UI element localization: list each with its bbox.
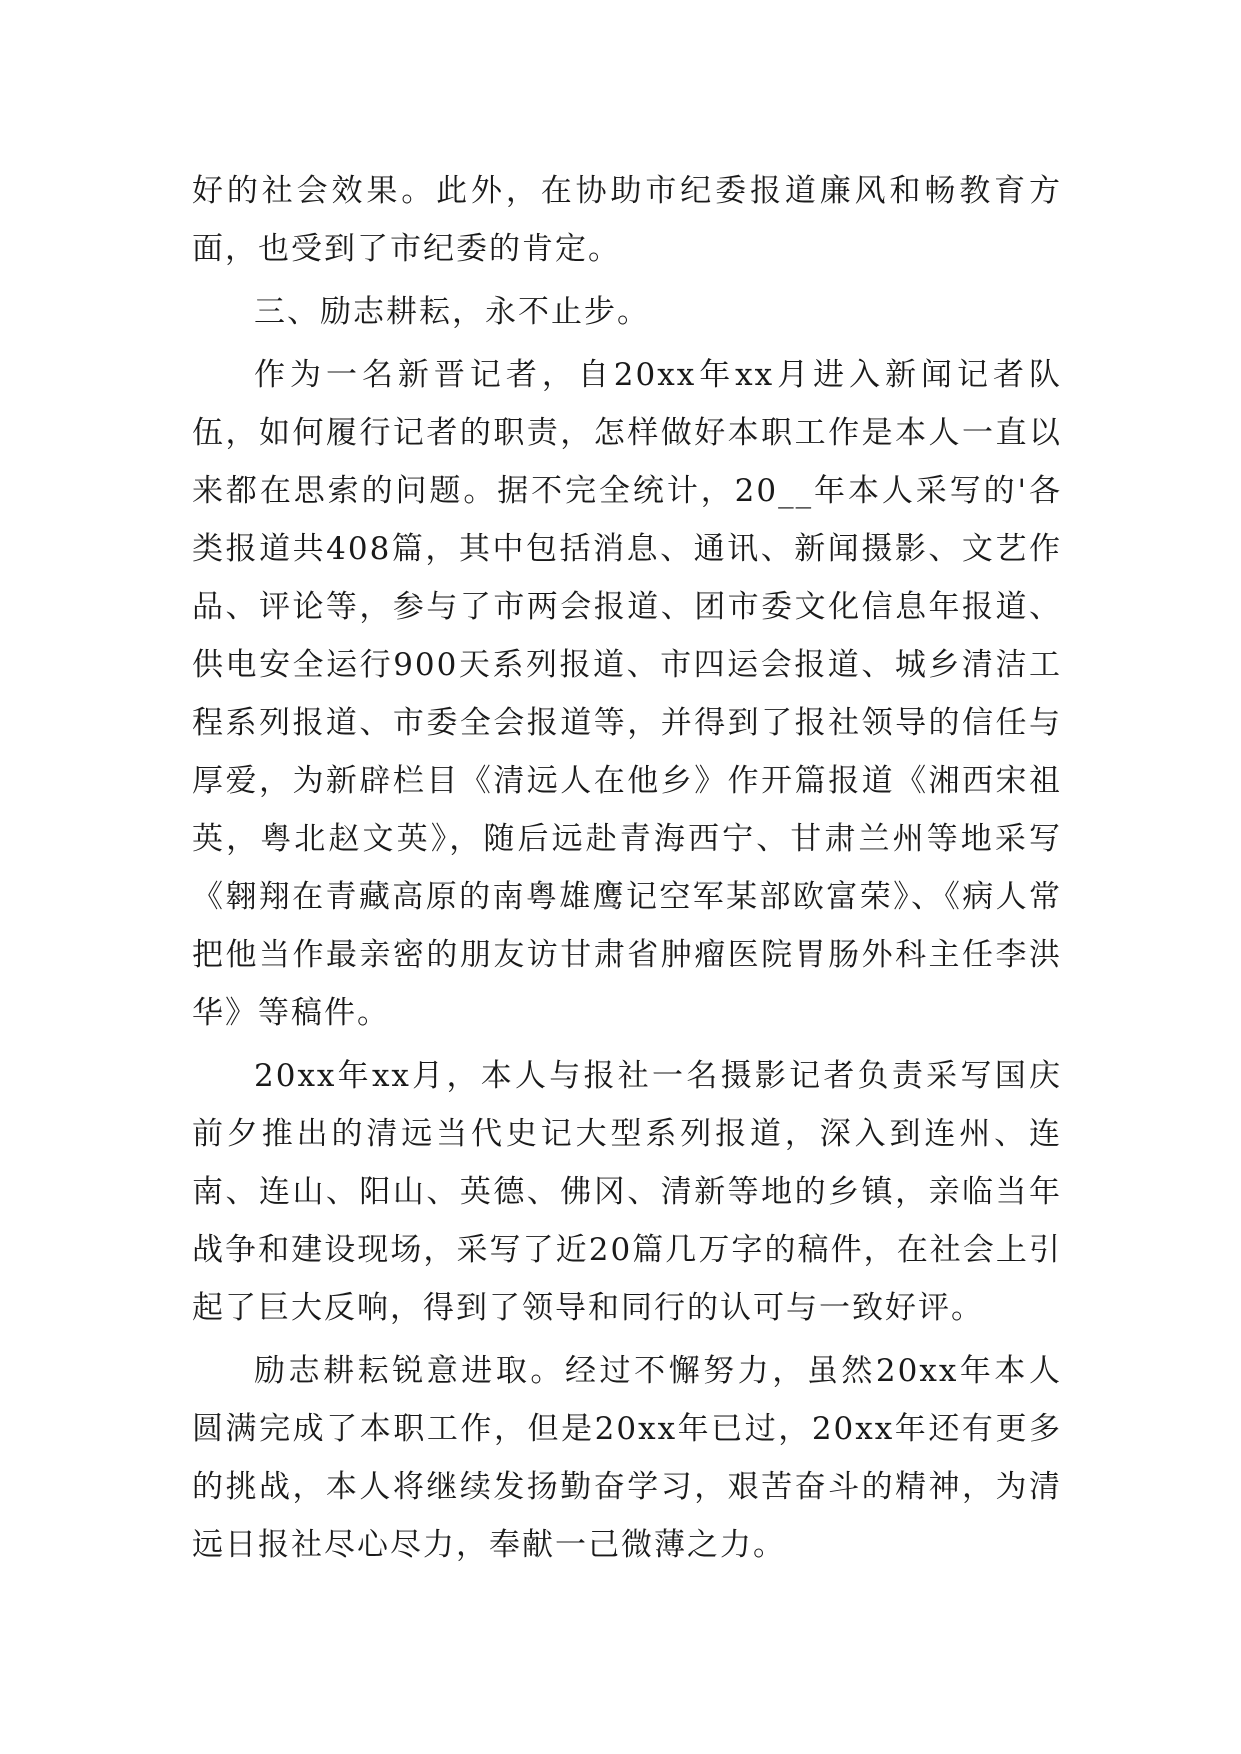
document-body bbox=[192, 162, 1062, 1574]
paragraph-2: 作为一名新晋记者，自20xx年xx月进入新闻记者队伍，如何履行记者的职责，怎样做好本职工作是本人一直以来都在思索的问题。据不完全统计，20__年本人采写的'各类报道共408篇，其中包括消息、通讯、新闻摄影、文艺作品、评论等，参与了市两会报道、团市委文化信息年报道、供电安全运行900天系列报道、市四运会报道、城乡清洁工程系列报道、市委全会报道等，并得到了报社领导的信任与厚爱，为新辟栏目《清远人在他乡》作开篇报道《湘西宋祖英，粤北赵文英》，随后远赴青海西宁、甘肃兰州等地采写《翱翔在青藏高原的南粤雄鹰记空军某部欧富荣》、《病人常把他当作最亲密的朋友访甘肃省肿瘤医院胃肠外科主任李洪华》等稿件。 bbox=[192, 357, 1062, 1031]
paragraph-1: 好的社会效果。此外，在协助市纪委报道廉风和畅教育方面，也受到了市纪委的肯定。 bbox=[192, 173, 1062, 267]
paragraph-4: 励志耕耘锐意进取。经过不懈努力，虽然20xx年本人圆满完成了本职工作，但是20xx年已过，20xx年还有更多的挑战，本人将继续发扬勤奋学习，艰苦奋斗的精神，为清远日报社尽心尽力，奉献一己微薄之力。 bbox=[192, 1353, 1062, 1563]
section-heading: 三、励志耕耘，永不止步。 bbox=[254, 294, 650, 330]
paragraph-3: 20xx年xx月，本人与报社一名摄影记者负责采写国庆前夕推出的清远当代史记大型系列报道，深入到连州、连南、连山、阳山、英德、佛冈、清新等地的乡镇，亲临当年战争和建设现场，采写了近20篇几万字的稿件，在社会上引起了巨大反响，得到了领导和同行的认可与一致好评。 bbox=[192, 1058, 1062, 1326]
